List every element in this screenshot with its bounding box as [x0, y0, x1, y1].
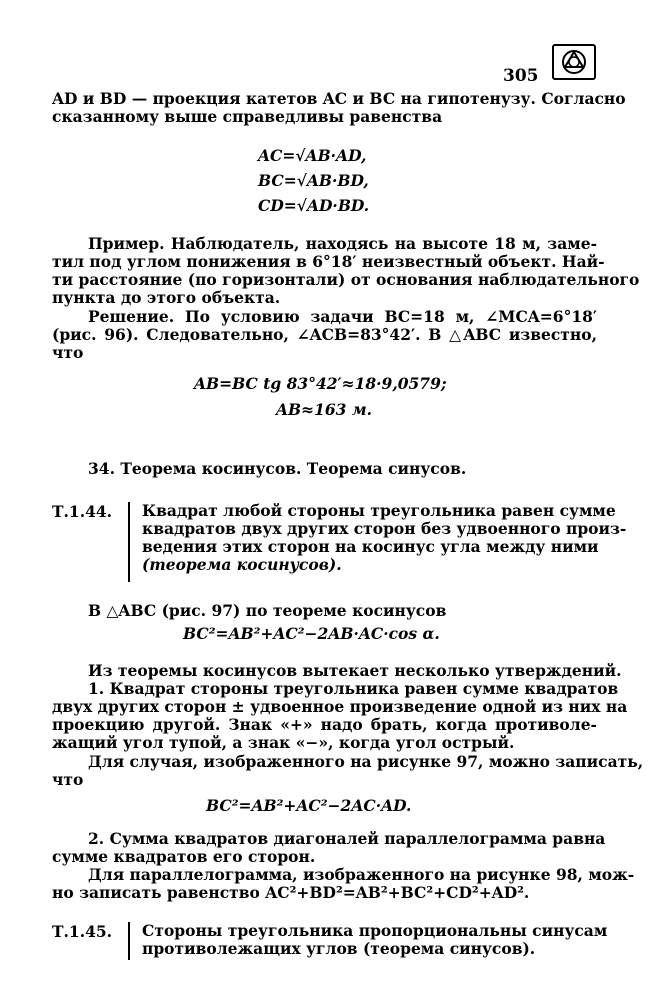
theorem-line: ведения этих сторон на косинус угла между ними	[142, 537, 599, 556]
theorem-line: противолежащих углов (теорема синусов).	[142, 939, 536, 958]
consequence-line: 1. Квадрат стороны треугольника равен сумме квадратов	[88, 679, 619, 698]
solution-line: что	[52, 343, 84, 362]
formula: CD=√AD·BD.	[258, 196, 370, 215]
theorem-label: Т.1.45.	[52, 922, 113, 941]
consequence-line: Для случая, изображенного на рисунке 97, можно записать,	[88, 752, 644, 771]
page-number: 305	[503, 66, 539, 86]
formula: AC=√AB·AD,	[258, 146, 367, 165]
theorem-line: квадратов двух других сторон без удвоенного произ-	[142, 519, 627, 538]
formula: AB≈163 м.	[276, 400, 372, 419]
solution-line: Решение. По условию задачи BC=18 м, ∠MCA=6°18′	[88, 307, 597, 326]
parallelogram-line: Для параллелограмма, изображенного на рисунке 98, мож-	[88, 865, 635, 884]
theorem-line: Квадрат любой стороны треугольника равен сумме	[142, 501, 616, 520]
formula: BC²=AB²+AC²−2AC·AD.	[206, 796, 412, 815]
consequence-line: двух других сторон ± удвоенное произведение одной из них на	[52, 697, 628, 716]
intro-line: AD и BD — проекция катетов AC и BC на гипотенузу. Согласно	[52, 89, 626, 108]
parallelogram-line: но записать равенство AC²+BD²=AB²+BC²+CD²+AD².	[52, 883, 530, 902]
consequence-line: что	[52, 770, 84, 789]
consequence-line: жащий угол тупой, а знак «−», когда угол острый.	[52, 733, 515, 752]
example-line: пункта до этого объекта.	[52, 288, 281, 307]
theorem-label: Т.1.44.	[52, 502, 113, 521]
triangle-in-circle-icon	[552, 44, 596, 80]
consequence-line: Из теоремы косинусов вытекает несколько утверждений.	[88, 661, 622, 680]
intro-line: сказанному выше справедливы равенства	[52, 107, 443, 126]
formula: AB=BC tg 83°42′≈18·9,0579;	[194, 374, 447, 393]
theorem-line: Стороны треугольника пропорциональны синусам	[142, 921, 608, 940]
theorem-bar	[128, 502, 130, 582]
example-line: Пример. Наблюдатель, находясь на высоте 18 м, заме-	[88, 234, 597, 253]
example-line: тил под углом понижения в 6°18′ неизвестный объект. Най-	[52, 252, 605, 271]
theorem-line: (теорема косинусов).	[142, 555, 342, 574]
section-title: 34. Теорема косинусов. Теорема синусов.	[88, 459, 467, 478]
cos-intro: В △ABC (рис. 97) по теореме косинусов	[88, 601, 447, 620]
solution-line: (рис. 96). Следовательно, ∠ACB=83°42′. В △ABC известно,	[52, 325, 597, 344]
parallelogram-line: 2. Сумма квадратов диагоналей параллелограмма равна	[88, 829, 606, 848]
consequence-line: проекцию другой. Знак «+» надо брать, когда противоле-	[52, 715, 597, 734]
example-line: ти расстояние (по горизонтали) от основания наблюдательного	[52, 270, 640, 289]
parallelogram-line: сумме квадратов его сторон.	[52, 847, 316, 866]
theorem-bar	[128, 922, 130, 960]
cos-formula: BC²=AB²+AC²−2AB·AC·cos α.	[183, 624, 440, 643]
formula: BC=√AB·BD,	[258, 171, 369, 190]
